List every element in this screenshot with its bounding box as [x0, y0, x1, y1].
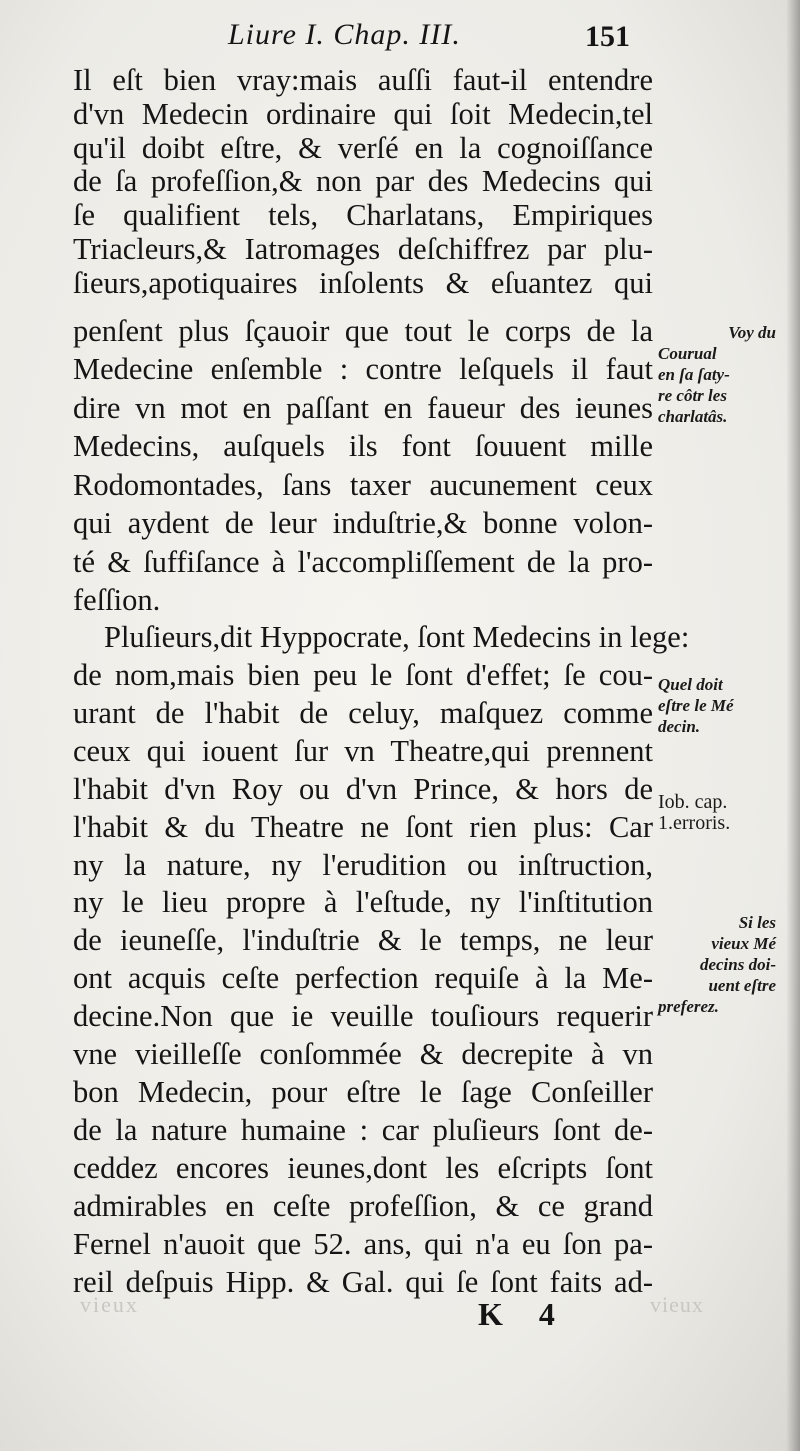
text-line: Triacleurs,& Iatromages deſchiffrez par plu-: [73, 232, 653, 266]
margin-note-line: uent eſtre: [708, 976, 776, 995]
margin-note: [658, 322, 776, 427]
text-line: feſſion.: [73, 583, 161, 617]
text-line: Medecine enſemble : contre leſquels il faut: [73, 352, 653, 386]
margin-note-line: decin.: [658, 717, 701, 736]
text-line: reil deſpuis Hipp. & Gal. qui ſe ſont faits ad-: [73, 1265, 653, 1299]
margin-note-line: re côtr les: [658, 386, 727, 405]
page-header: [0, 18, 800, 58]
text-line: l'habit d'vn Roy ou d'vn Prince, & hors de: [73, 772, 653, 806]
text-line: de nom,mais bien peu le ſont d'effet; ſe cou-: [73, 658, 653, 692]
bleed-through-text: vieux: [80, 1292, 139, 1317]
margin-note-line: Quel doit: [658, 675, 723, 694]
margin-note-line: Si les: [738, 913, 776, 932]
page-edge-shadow: [786, 0, 800, 1451]
text-line: d'vn Medecin ordinaire qui ſoit Medecin,tel: [73, 97, 653, 131]
text-line: admirables en ceſte profeſſion, & ce grand: [73, 1189, 653, 1223]
running-head: Liure I. Chap. III.: [228, 18, 461, 51]
text-line: bon Medecin, pour eſtre le ſage Conſeiller: [73, 1075, 653, 1109]
text-line: qu'il doibt eſtre, & verſé en la cognoiſſance: [73, 131, 653, 165]
text-line: de la nature humaine : car pluſieurs ſont de-: [73, 1113, 653, 1147]
text-line: Il eſt bien vray:mais auſſi faut-il entendre: [73, 63, 653, 97]
text-line: ont acquis ceſte perfection requiſe à la Me-: [73, 961, 653, 995]
margin-note-line: vieux Mé: [711, 934, 776, 953]
margin-note-line: decins doi-: [699, 955, 776, 974]
text-line: dire vn mot en paſſant en faueur des ieunes: [73, 391, 653, 425]
text-line: penſent plus ſçauoir que tout le corps de la: [73, 314, 653, 348]
text-line: ſe qualifient tels, Charlatans, Empiriques: [73, 198, 653, 232]
margin-note-line: Courual: [658, 344, 717, 363]
text-line: qui aydent de leur induſtrie,& bonne volon-: [73, 506, 653, 540]
text-line: ny la nature, ny l'erudition ou inſtruction,: [73, 848, 653, 882]
text-line: l'habit & du Theatre ne ſont rien plus: Car: [73, 810, 653, 844]
margin-note-line: Iob. cap.: [658, 791, 728, 813]
text-line: té & ſuffiſance à l'accompliſſement de la pro-: [73, 545, 653, 579]
margin-note-line: en ſa ſaty-: [658, 365, 730, 384]
margin-note: [658, 792, 776, 834]
margin-note: [658, 912, 776, 1017]
margin-note-line: charlatâs.: [658, 407, 728, 426]
text-line: ny le lieu propre à l'eſtude, ny l'inſtitution: [73, 885, 653, 919]
margin-note: [658, 674, 776, 737]
bleed-through-text: vieux: [650, 1292, 704, 1317]
margin-note-line: Voy du: [728, 323, 776, 342]
text-line: de ſa profeſſion,& non par des Medecins qui: [73, 164, 653, 198]
page-number: 151: [585, 20, 630, 53]
text-line: Pluſieurs,dit Hyppocrate, ſont Medecins in lege:: [104, 620, 690, 654]
text-line: Rodomontades, ſans taxer aucunement ceux: [73, 468, 653, 502]
text-line: decine.Non que ie veuille touſiours requerir: [73, 999, 653, 1033]
margin-note-line: 1.erroris.: [658, 812, 731, 834]
margin-note-line: preferez.: [658, 997, 719, 1016]
margin-note-line: eſtre le Mé: [658, 696, 734, 715]
text-line: urant de l'habit de celuy, maſquez comme: [73, 696, 653, 730]
text-line: Fernel n'auoit que 52. ans, qui n'a eu ſon pa-: [73, 1227, 653, 1261]
signature-mark: K 4: [478, 1296, 569, 1332]
text-line: ceddez encores ieunes,dont les eſcripts ſont: [73, 1151, 653, 1185]
text-line: de ieuneſſe, l'induſtrie & le temps, ne leur: [73, 923, 653, 957]
text-line: ſieurs,apotiquaires inſolents & eſuantez qui: [73, 266, 653, 300]
text-line: ceux qui iouent ſur vn Theatre,qui prennent: [73, 734, 653, 768]
text-line: Medecins, auſquels ils font ſouuent mille: [73, 429, 653, 463]
text-line: vne vieilleſſe conſommée & decrepite à vn: [73, 1037, 653, 1071]
